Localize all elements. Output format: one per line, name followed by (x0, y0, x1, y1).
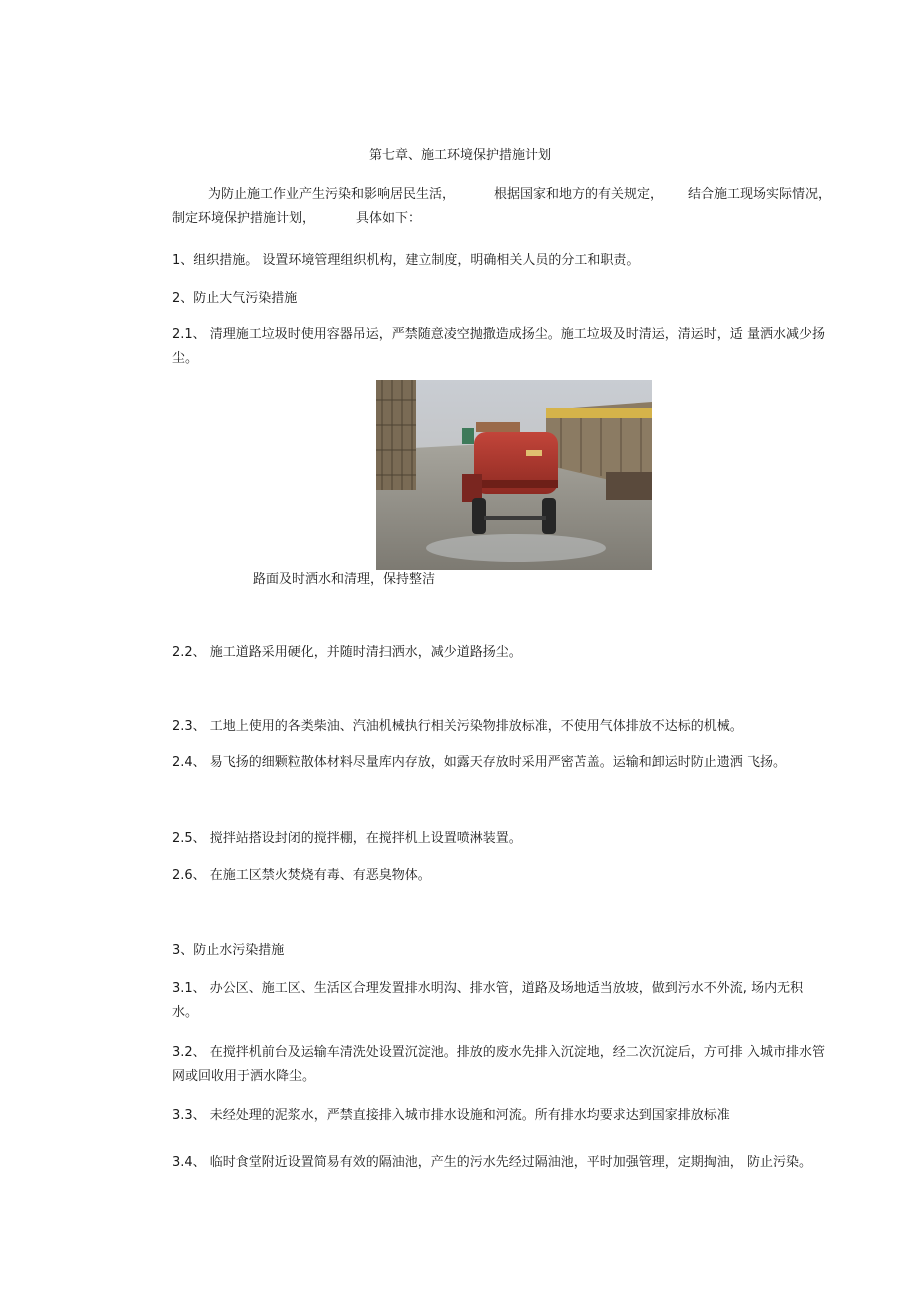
intro-line1-part1: 为防止施工作业产生污染和影响居民生活， (208, 187, 456, 202)
item-2-2: 2.2、 施工道路采用硬化，并随时清扫洒水，减少道路扬尘。 (172, 645, 522, 660)
item-3-2-line2: 网或回收用于洒水降尘。 (172, 1069, 316, 1084)
item-3-1-line2: 水。 (172, 1005, 199, 1020)
section-3-heading: 3、防止水污染措施 (172, 943, 285, 958)
intro-line1-part2: 根据国家和地方的有关规定， (494, 187, 664, 202)
item-2-1-line2: 尘。 (172, 351, 199, 366)
section-1: 1、组织措施。 设置环境管理组织机构，建立制度，明确相关人员的分工和职责。 (172, 253, 640, 268)
item-2-6: 2.6、 在施工区禁火焚烧有毒、有恶臭物体。 (172, 868, 431, 883)
intro-line2-part1: 制定环境保护措施计划， (172, 211, 316, 226)
item-3-1-line1: 3.1、 办公区、施工区、生活区合理发置排水明沟、排水管，道路及场地适当放坡，做到污水不外流, 场内无积 (172, 981, 804, 996)
item-3-2-line1: 3.2、 在搅拌机前台及运输车清洗处设置沉淀池。排放的废水先排入沉淀地，经二次沉淀后，方可排 入城市排水管 (172, 1045, 825, 1060)
item-3-4: 3.4、 临时食堂附近设置简易有效的隔油池，产生的污水先经过隔油池，平时加强管理，定期掏油， 防止污染。 (172, 1155, 812, 1170)
item-2-1-line1: 2.1、 清理施工垃圾时使用容器吊运，严禁随意凌空抛撒造成扬尘。施工垃圾及时清运，清运时，适 量洒水减少扬 (172, 327, 825, 342)
water-tanker-photo (376, 380, 652, 570)
item-2-5: 2.5、 搅拌站搭设封闭的搅拌棚，在搅拌机上设置喷淋装置。 (172, 831, 522, 846)
page-title: 第七章、施工环境保护措施计划 (368, 148, 551, 163)
item-2-4: 2.4、 易飞扬的细颗粒散体材料尽量库内存放，如露天存放时采用严密苫盖。运输和卸运时防止遗洒 飞扬。 (172, 755, 786, 770)
intro-line1-part3: 结合施工现场实际情况， (688, 187, 832, 202)
item-2-3: 2.3、 工地上使用的各类柴油、汽油机械执行相关污染物排放标准，不使用气体排放不达标的机械。 (172, 719, 743, 734)
section-2-heading: 2、防止大气污染措施 (172, 291, 298, 306)
item-3-3: 3.3、 未经处理的泥浆水，严禁直接排入城市排水设施和河流。所有排水均要求达到国家排放标准 (172, 1108, 730, 1123)
photo-caption: 路面及时洒水和清理，保持整洁 (253, 572, 436, 587)
intro-line2-part2: 具体如下： (356, 211, 422, 226)
